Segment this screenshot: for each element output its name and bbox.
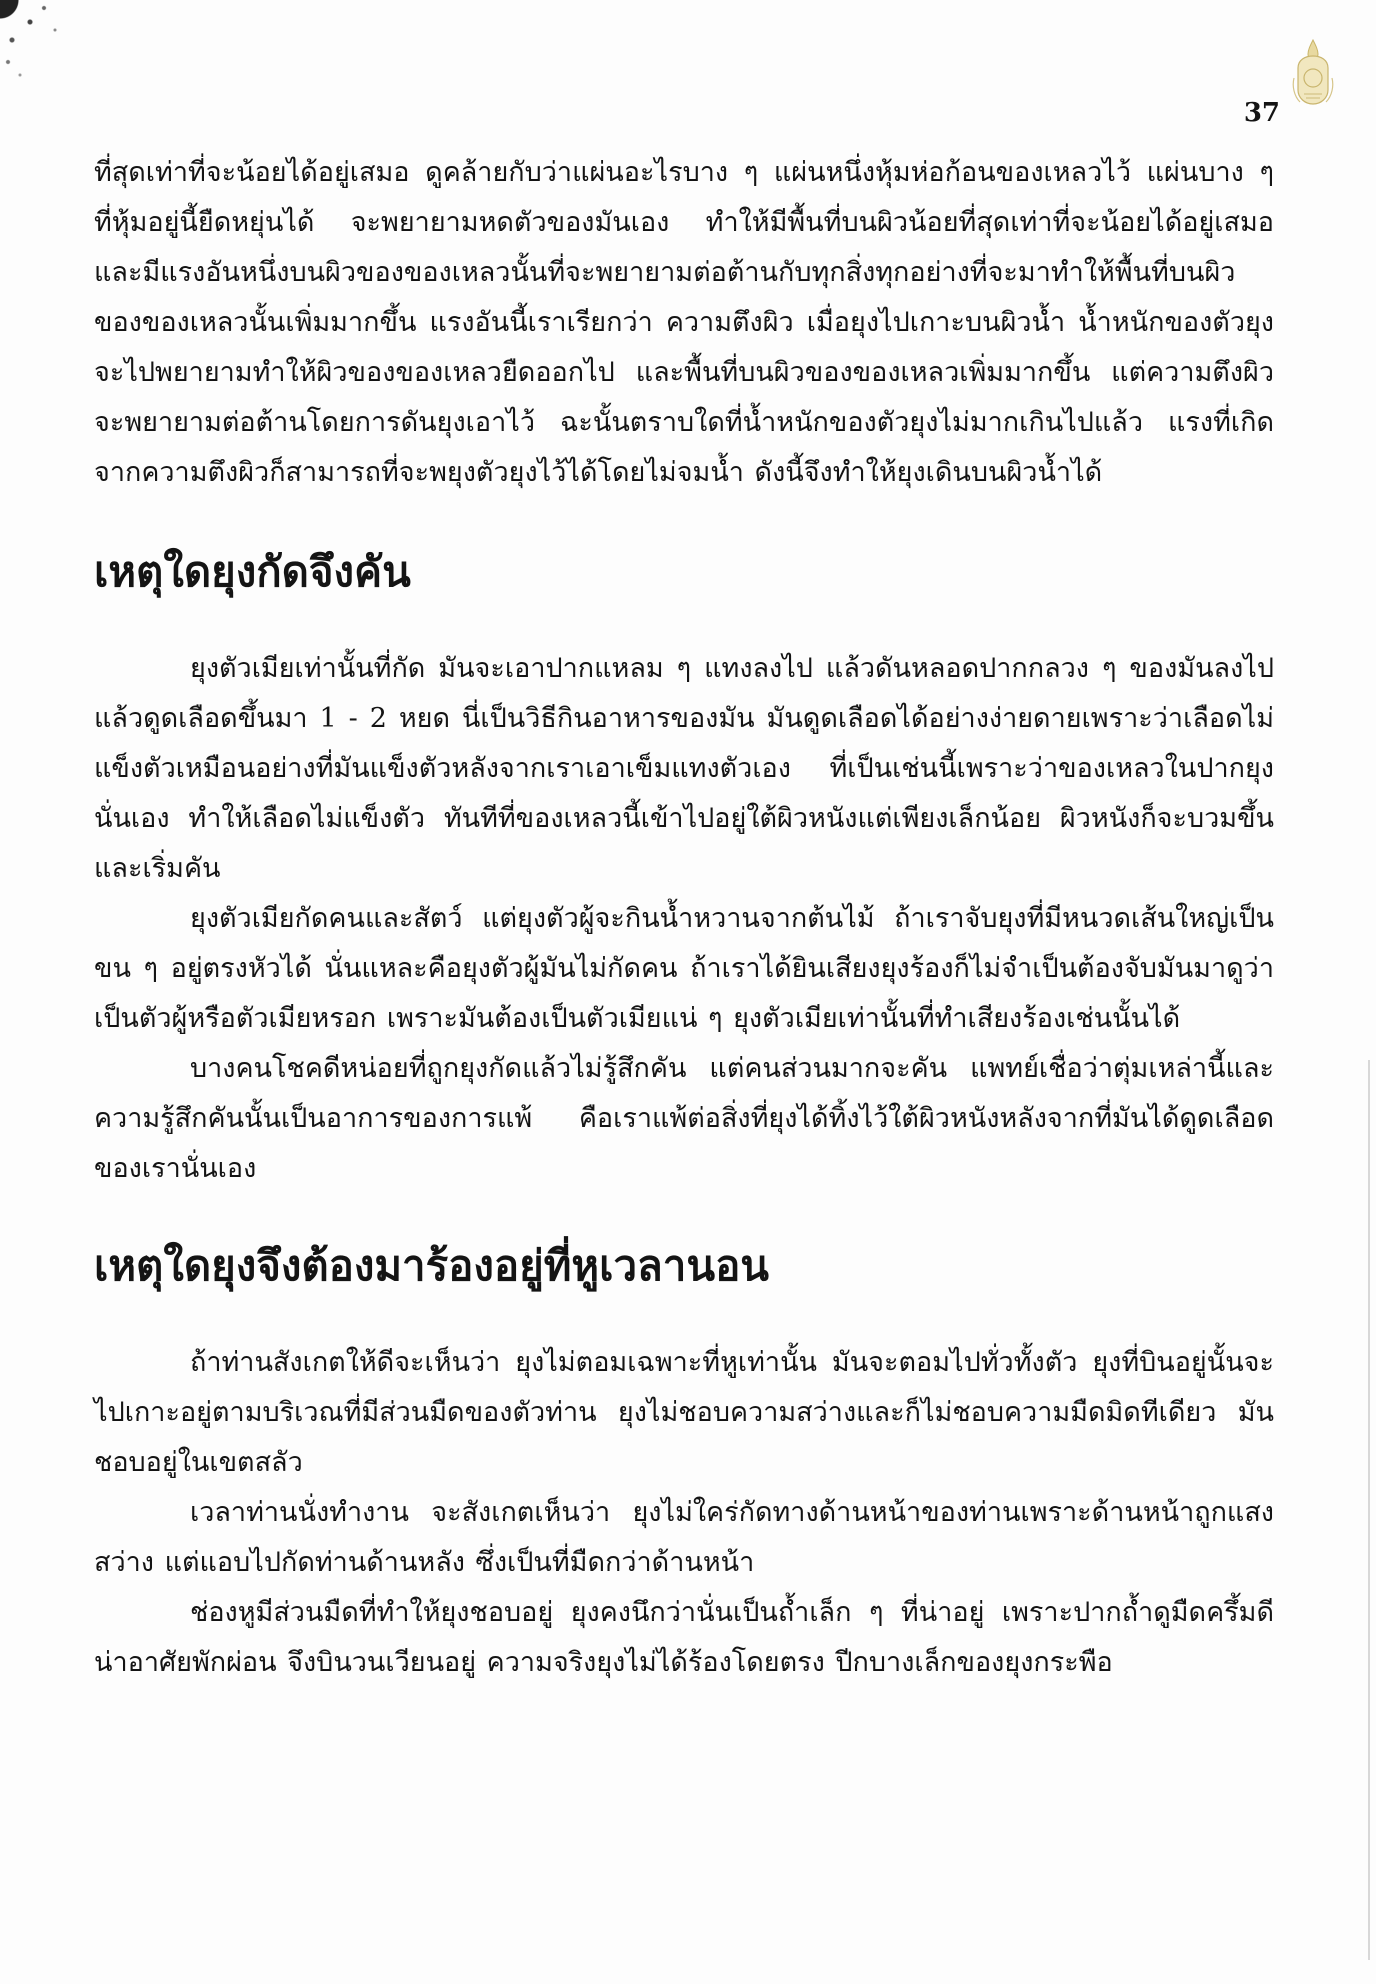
paragraph: ยุงตัวเมียกัดคนและสัตว์ แต่ยุงตัวผู้จะกินน้ำหวานจากต้นไม้ ถ้าเราจับยุงที่มีหนวดเส้นใหญ่เป็นขน ๆ อยู่ตรงหัวได้ นั่นแหละคือยุงตัวผู้มันไม่กัดคน ถ้าเราได้ยินเสียงยุงร้องก็ไม่จำเป็นต้องจับมันมาดูว่าเป็นตัวผู้หรือตัวเมียหรอก เพราะมันต้องเป็นตัวเมียแน่ ๆ ยุงตัวเมียเท่านั้นที่ทำเสียงร้องเช่นนั้นได้ — [94, 903, 1274, 1034]
page-edge-shadow — [1368, 1060, 1370, 1960]
paragraph: ถ้าท่านสังเกตให้ดีจะเห็นว่า ยุงไม่ตอมเฉพาะที่หูเท่านั้น มันจะตอมไปทั่วทั้งตัว ยุงที่บินอยู่นั้นจะไปเกาะอยู่ตามบริเวณที่มีส่วนมืดของตัวท่าน ยุงไม่ชอบความสว่างและก็ไม่ชอบความมืดมิดทีเดียว มันชอบอยู่ในเขตสลัว — [94, 1347, 1274, 1478]
heading-why-buzz-at-ear: เหตุใดยุงจึงต้องมาร้องอยู่ที่หูเวลานอน — [94, 1241, 770, 1290]
content-body — [94, 148, 1274, 1688]
page-number: 37 — [1243, 98, 1280, 128]
heading-why-bite-itches: เหตุใดยุงกัดจึงคัน — [94, 547, 411, 596]
paragraph-surface-tension: ที่สุดเท่าที่จะน้อยได้อยู่เสมอ ดูคล้ายกับว่าแผ่นอะไรบาง ๆ แผ่นหนึ่งหุ้มห่อก้อนของเหลวไว้ แผ่นบาง ๆ ที่หุ้มอยู่นี้ยืดหยุ่นได้ จะพยายามหดตัวของมันเอง ทำให้มีพื้นที่บนผิวน้อยที่สุดเท่าที่จะน้อยได้อยู่เสมอ และมีแรงอันหนึ่งบนผิวของของเหลวนั้นที่จะพยายามต่อต้านกับทุกสิ่งทุกอย่างที่จะมาทำให้พื้นที่บนผิวของของเหลวนั้นเพิ่มมากขึ้น แรงอันนี้เราเรียกว่า ความตึงผิว เมื่อยุงไปเกาะบนผิวน้ำ น้ำหนักของตัวยุงจะไปพยายามทำให้ผิวของของเหลวยืดออกไป และพื้นที่บนผิวของของเหลวเพิ่มมากขึ้น แต่ความตึงผิวจะพยายามต่อต้านโดยการดันยุงเอาไว้ ฉะนั้นตราบใดที่น้ำหนักของตัวยุงไม่มากเกินไปแล้ว แรงที่เกิดจากความตึงผิวก็สามารถที่จะพยุงตัวยุงไว้ได้โดยไม่จมน้ำ ดังนี้จึงทำให้ยุงเดินบนผิวน้ำได้ — [94, 157, 1274, 488]
paragraph: เวลาท่านนั่งทำงาน จะสังเกตเห็นว่า ยุงไม่ใคร่กัดทางด้านหน้าของท่านเพราะด้านหน้าถูกแสงสว่าง แต่แอบไปกัดท่านด้านหลัง ซึ่งเป็นที่มืดกว่าด้านหน้า — [94, 1497, 1274, 1578]
paragraph: บางคนโชคดีหน่อยที่ถูกยุงกัดแล้วไม่รู้สึกคัน แต่คนส่วนมากจะคัน แพทย์เชื่อว่าตุ่มเหล่านี้และความรู้สึกคันนั้นเป็นอาการของการแพ้ คือเราแพ้ต่อสิ่งที่ยุงได้ทิ้งไว้ใต้ผิวหนังหลังจากที่มันได้ดูดเลือดของเรานั่นเอง — [94, 1053, 1274, 1184]
paragraph: ยุงตัวเมียเท่านั้นที่กัด มันจะเอาปากแหลม ๆ แทงลงไป แล้วดันหลอดปากกลวง ๆ ของมันลงไป แล้วดูดเลือดขึ้นมา 1 - 2 หยด นี่เป็นวิธีกินอาหารของมัน มันดูดเลือดได้อย่างง่ายดายเพราะว่าเลือดไม่แข็งตัวเหมือนอย่างที่มันแข็งตัวหลังจากเราเอาเข็มแทงตัวเอง ที่เป็นเช่นนี้เพราะว่าของเหลวในปากยุงนั่นเอง ทำให้เลือดไม่แข็งตัว ทันทีที่ของเหลวนี้เข้าไปอยู่ใต้ผิวหนังแต่เพียงเล็กน้อย ผิวหนังก็จะบวมขึ้นและเริ่มคัน — [94, 653, 1274, 884]
scan-artifact — [0, 0, 90, 90]
paragraph: ช่องหูมีส่วนมืดที่ทำให้ยุงชอบอยู่ ยุงคงนึกว่านั่นเป็นถ้ำเล็ก ๆ ที่น่าอยู่ เพราะปากถ้ำดูมืดครึ้มดี น่าอาศัยพักผ่อน จึงบินวนเวียนอยู่ ความจริงยุงไม่ได้ร้องโดยตรง ปีกบางเล็กของยุงกระพือ — [94, 1597, 1274, 1678]
emblem-logo-icon — [1290, 38, 1336, 108]
